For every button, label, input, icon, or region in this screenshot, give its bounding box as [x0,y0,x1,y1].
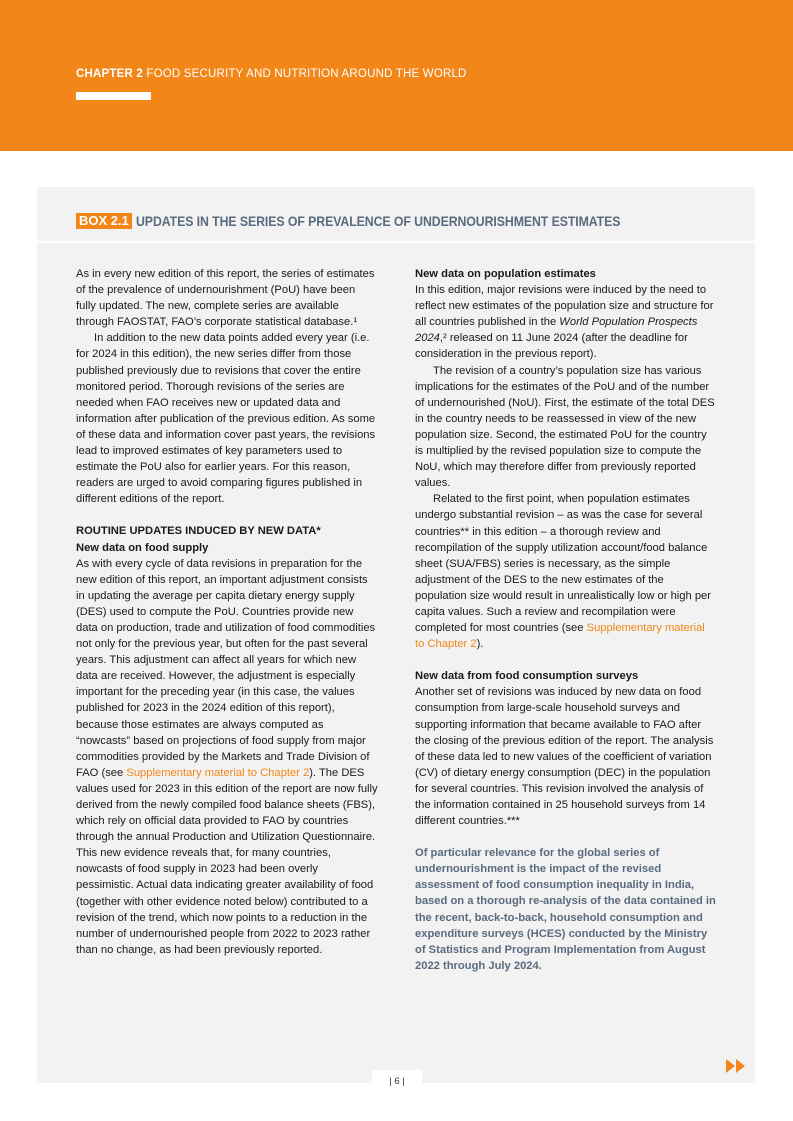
paragraph: The revision of a country’s population size has various implications for the estimates of the PoU and of the number of undernourished (NoU). First, the estimate of the total DES in the country needs to be reassessed in view of the new population size. Second, the estimated PoU for the country is multiplied by the revised population size to compute the NoU, which may therefore differ from previously reported values. [415,364,715,490]
paragraph-text: As with every cycle of data revisions in preparation for the new edition of this report, an important adjustment consists in updating the average per capita dietary energy supply (DES) used to compute the PoU. Countries provide new data on production, trade and utilization of food commodities not only for the previous year, but often for the past several years. This adjustment can affect all years for which new data are received. However, the adjustment is especially important for the preceding year (in this case, the values published for 2023 in the 2024 edition of this report), because those estimates are always computed as “nowcasts” based on projections of food supply from major commodities provided by the Markets and Trade Division of FAO (see [76,557,376,779]
paragraph [76,556,378,958]
paragraph-text: ). [476,638,484,651]
subsection-heading: New data on population estimates [415,268,596,280]
publication-title: World Population Prospects 2024 [415,316,698,345]
supplementary-link[interactable]: Supplementary material to Chapter 2 [415,622,705,651]
subsection-heading: New data from food consumption surveys [415,670,639,683]
paragraph-text: In this edition, major revisions were induced by the need to reflect new estimates of the population size and structure for all countries published in the [415,284,714,329]
subsection-heading: New data on food supply [76,541,209,554]
chapter-label: CHAPTER 2 [76,68,143,80]
chapter-heading [76,68,467,80]
paragraph: In addition to the new data points added every year (i.e. for 2024 in this edition), the new series differ from those published previously due to revisions that cover the entire monitored period. Thorough revisions of the series are needed when FAO receives new or updated data and information after publication of the previous edition. As some of these data and information cover past years, the revisions lead to improved estimates of key parameters used to estimate the PoU also for earlier years. For this reason, readers are urged to avoid comparing figures published in different editions of the report. [76,332,376,506]
chapter-underline [76,92,151,100]
chapter-title: FOOD SECURITY AND NUTRITION AROUND THE WORLD [146,68,467,80]
supplementary-link[interactable]: Supplementary material to Chapter 2 [126,766,310,779]
section-heading: ROUTINE UPDATES INDUCED BY NEW DATA* [76,525,321,538]
highlight-quote: Of particular relevance for the global series of undernourishment is the impact of the revised assessment of food consumption inequality in India, based on a thorough re-analysis of the data contained in the recent, back-to-back, household consumption and expenditure surveys (HCES) conducted by the Ministry of Statistics and Program Implementation from August 2022 through July 2024. [415,847,716,972]
double-chevron-right-icon[interactable] [725,1058,747,1074]
box-title: UPDATES IN THE SERIES OF PREVALENCE OF UNDERNOURISHMENT ESTIMATES [135,213,621,229]
paragraph-text: ,² released on 11 June 2024 (after the deadline for consideration in the previous report). [415,332,688,361]
right-column [415,266,717,974]
paragraph-text: ). The DES values used for 2023 in this edition of the report are now fully derived from the newly compiled food balance sheets (FBS), which rely on official data provided to FAO by countries through the annual Production and Utilization Questionnaire. This new evidence reveals that, for many countries, nowcasts of food supply in 2023 had been overly pessimistic. Actual data indicating greater availability of food (together with other evidence noted below) contributed to a revision of the trend, which now points to a reduction in the number of undernourished people from 2022 to 2023 rather than no change, as had been previously reported. [76,766,378,956]
paragraph [415,282,717,362]
box-heading [76,213,686,231]
paragraph-text: Related to the first point, when population estimates undergo substantial revision – as was the case for several countries** in this edition – a thorough review and recompilation of the supply utilization account/food balance sheet (SUA/FBS) series is necessary, as the simple adjustment of the DES to the new estimates of the population size would result in unrealistically low or high per capita values. Such a review and recompilation were completed for most countries (see [415,493,712,635]
page-number: | 6 | [389,1076,405,1087]
box-divider [37,241,755,243]
chapter-header [0,0,793,151]
left-column [76,266,378,958]
box-tag: BOX 2.1 [76,213,132,229]
paragraph: Another set of revisions was induced by new data on food consumption from large-scale household surveys and supporting information that became available to FAO after the closing of the previous edition of the report. The analysis of these data led to new values of the coefficient of variation (CV) of dietary energy consumption (DEC) in the population for several countries. This revision involved the analysis of the information contained in 25 household surveys from 14 different countries.*** [415,686,714,828]
paragraph: As in every new edition of this report, the series of estimates of the prevalence of undernourishment (PoU) have been fully updated. The new, complete series are available through FAOSTAT, FAO’s corporate statistical database.¹ [76,268,375,329]
paragraph [415,491,717,652]
